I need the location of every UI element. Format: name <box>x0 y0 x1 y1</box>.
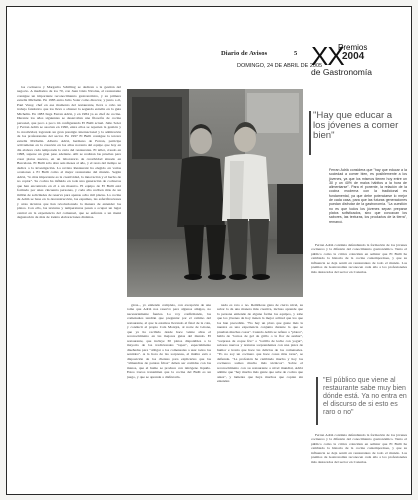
chefs-photo <box>127 89 303 297</box>
column-4-text: Ferran Adrià continúa defendiendo la formación de los jóvenes cocineros y la difusión del conocimiento gastronómico. Tanto el público como la crítica coinciden en señalar que El Bulli ha cambiado la historia de la cocina contemporánea, y que su influencia se deja sentir en restaurantes de todo el mundo. Los premios de Gastronomía reconocen cada año a los profesionales más destacados del sector en Canarias. <box>311 243 407 274</box>
column-3-text: nada es raro o no. Rembleau gana de cierto nivel, su sabor la da una manera más creativa, incluso aprende que la persona entiende de alguna forma los equipos, y sabe que los jóvenes de hoy tienen la mejor actitud que los que los han precedido. "No hay un plato que guste más la nuestra es una experiencia conjunta durante la que se prueban muchas cosas". Cuando Adrià se refiere a "platos", habla de "tornos de gel de grillo o la flor de azahar", "sorpresa de coque frio" o "tortilla de leche con yogur", sabores nuevos y texturas sorprendentes con una pizca de humor e ironía que hace las delicias de los comensales. "Yo no soy un cocinero que hace cosas más raras", se defiende. "La profesión ha cambiado mucho y hoy los cocineros somos mucho más técnicos". Sobre el reconocimiento con su restaurante a nivel mundial, Adrià admite que "hay mucha más gente que sabe de cocina que antes", y lamenta que haya muchos que copian sin entender. <box>217 303 303 384</box>
newspaper-page <box>6 6 412 495</box>
article-column-1 <box>17 85 121 490</box>
page-number: 5 <box>294 50 298 57</box>
article-column-5 <box>311 433 407 490</box>
article-column-2 <box>127 303 211 490</box>
logo-premios: Premios <box>338 43 368 52</box>
column-2-text: gicas–, yo entiendo completo, con excepción de una toma que Adrià nos reservó para algunos amigos, no necesariamente fuertes. Lo voy confirmando, los comensales tendrán que preguntar por el camino del restaurante, al que le estamos llevando al final de la cala, y conducir el propio Cala Montjoi, al norte de Girona, que ya ha recibido desde hace veinte años el reconocimiento en las mejores guías del mundo. El restaurante, que incluye 30 platos disponibles a la mayoría de las tradicionales "tapas", especialmente diseñadas para "obligar a los comensales a usar todos los sentidos". A la hora de las sorpresas, el maître está a disposición de los clientes para explicarles que las "almendras de patatas fritas" deben ser comidas con las manos, que el humo se produce con nitrógeno líquido. Estos trucos transmiten que la cocina del Bulli es un juego, y que se aprende a disfrutarla. <box>127 303 211 379</box>
column-1-text: los cocineros y Margarita Schilling se dedican a la gestión del negocio. A mediados de los 70, con Juan Lluís Nicolau, el restaurante consigue un importante reconocimiento gastronómico, y su primera estrella Michelin. En 1983 entra Julio Soler como director, y junto a él, Paul Vassy, chef en ese momento del restaurante, lleva a cabo un trabajo fantástico que los lleva a obtener la segunda estrella en la guía Michelin. En 1983 llega Ferran Adrià, y en 1984 ya es chef de cocina. Durante los años siguientes se desarrollan una filosofía de cocina personal, que poco a poco irá configurando El Bulli actual. Julio Soler y Ferran Adrià se asocian en 1990, entre ellos se reparten la gestión y la creatividad, logrando un gran prestigio internacional y la admiración de los profesionales del sector. En 1997 El Bulli consigue la tercera estrella Michelin. Alberto Adrià, hermano de Ferran, participa activamente en la creación en los años noventa del equipo que hoy en día elabora cada temporada la carta del restaurante. El taller, creado en 1998, supone un gran paso adelante. Allí se realizan las pruebas para crear platos nuevos, en un laboratorio de creatividad situado en Barcelona. El Bulli sólo abre seis meses al año, y el resto del tiempo se dedica a la investigación. La revista Restaurant ha elegido en varias ocasiones a El Bulli como el mejor restaurante del mundo. Según Adrià, "lo más importante es la creatividad, la innovación y el hecho de no copiar". Su cocina ha influido en toda una generación de cocineros que han encontrado en él a un maestro. El equipo de El Bulli está formado por unas cincuenta personas, y cada año reciben más de un millón de solicitudes de reserva para apenas ocho mil plazas. La cocina de Adrià se basa en la deconstrucción, las espumas, las esferificaciones y otras técnicas que han revolucionado la manera de entender los platos. Con ello, las texturas y temperaturas pasan a ocupar un lugar central en la experiencia del comensal, que se enfrenta a un menú degustación de más de treinta elaboraciones distintas. <box>17 85 121 220</box>
headline-rule <box>309 111 311 155</box>
paper-name: Diario de Avisos <box>221 50 268 57</box>
logo-subtitle: de Gastronomía <box>311 67 372 77</box>
intro-caption: Ferran Adrià considera que "hay que educar a la sociedad a comer bien, es posiblemente a los jóvenes, ya que los mismos tienen hoy entre un 30 y un 40% de malos hábitos a la hora de alimentarse". Para el ponente, la relación de la cocina moderna con la tradicional es fundamental, ya que debe potenciarse lo mejor de cada casa, para que las futuras generaciones puedan disfrutar de la gastronomía. "La cuestión no es que todos los jóvenes sepan preparar platos sofisticados, sino que conozcan los sabores, las texturas, los productos de la tierra", remarcó. <box>329 168 407 224</box>
issue-date: DOMINGO, 24 DE ABRIL DE 2005 <box>237 63 323 69</box>
premios-logo <box>311 43 403 83</box>
masthead <box>7 7 411 79</box>
logo-year: 2004 <box>342 51 365 62</box>
photo-image <box>127 89 303 297</box>
headline: "Hay que educar a los jóvenes a comer bien" <box>313 110 399 142</box>
column-5-text: Ferran Adrià continúa defendiendo la formación de los jóvenes cocineros y la difusión del conocimiento gastronómico. Tanto el público como la crítica coinciden en señalar que El Bulli ha cambiado la historia de la cocina contemporánea, y que su influencia se deja sentir en restaurantes de todo el mundo. Los premios de Gastronomía reconocen cada año a los profesionales más destacados del sector en Canarias. <box>311 433 407 464</box>
logo-roman-numeral: XX <box>311 41 344 71</box>
pull-quote-rule <box>316 377 318 425</box>
pull-quote: "El público que viene al restaurante sabe muy bien dónde está. Ya no entra en el discurso de si esto es raro o no" <box>323 377 407 417</box>
article-column-4 <box>311 243 407 367</box>
article-column-3 <box>217 303 303 490</box>
